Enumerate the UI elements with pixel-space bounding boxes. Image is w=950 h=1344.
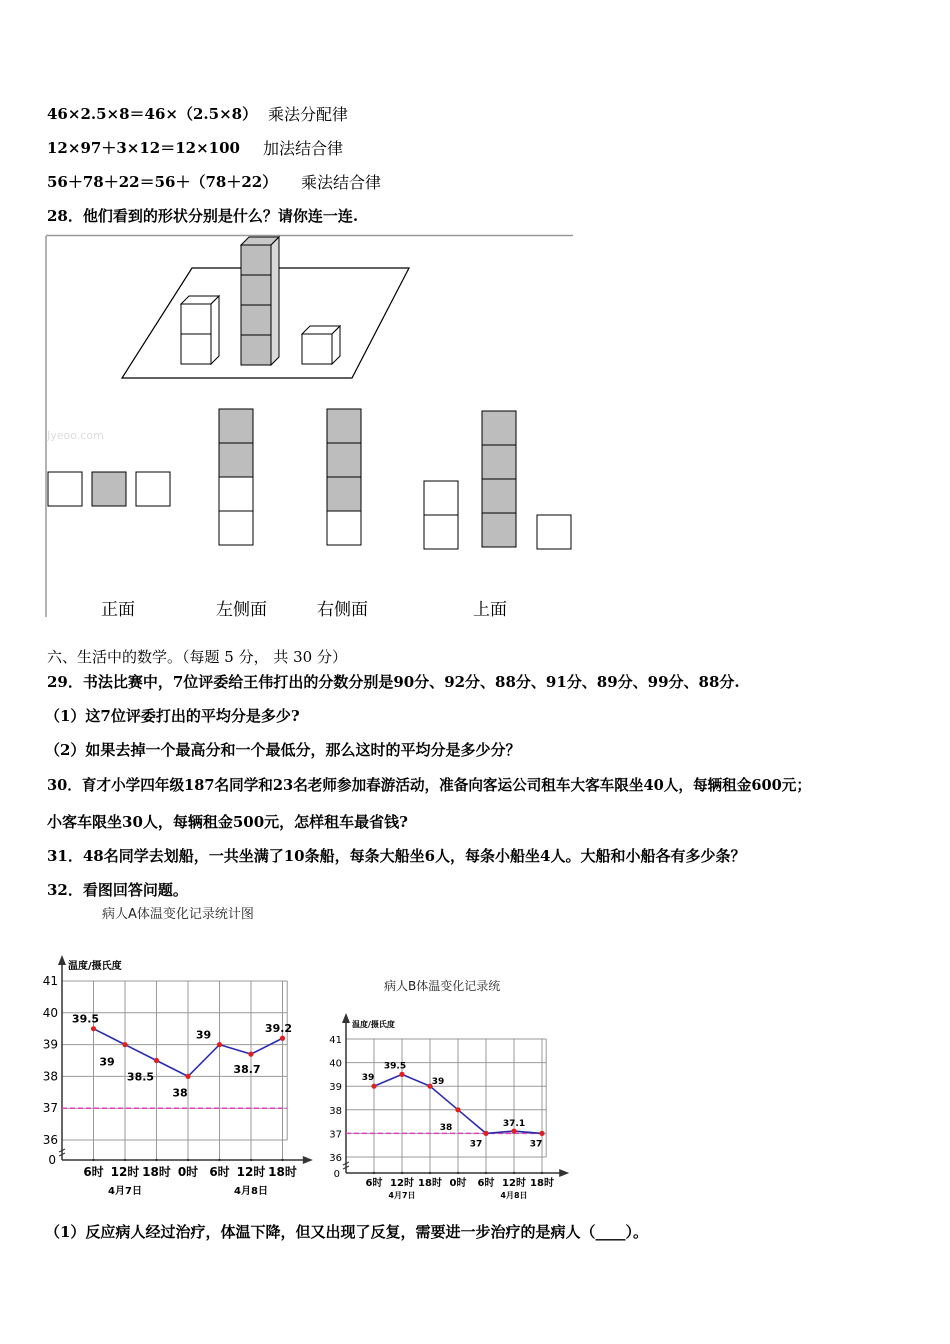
view-shape-2 [219,409,253,545]
q30-line2: 小客车限坐30人，每辆租金500元，怎样租车最省钱? [47,813,408,831]
x-tick [281,1159,283,1161]
q28-figure [45,234,585,624]
x-tick [218,1159,220,1161]
chart-patient-a [30,900,330,1200]
x-tick [187,1159,189,1161]
y-tick-label: 0 [48,1153,56,1167]
date-label: 4月8日 [234,1186,268,1197]
q31-text: 31．48名同学去划船，一共坐满了10条船，每条大船坐6人，每条小船坐4人。大船和小船各有多少条？ [47,847,746,865]
data-point [371,1084,376,1089]
y-tick-label: 40 [42,1005,58,1020]
x-tick [541,1172,543,1174]
q32-sub1: （1）反应病人经过治疗，体温下降，但又出现了反复，需要进一步治疗的是病人（____）。 [45,1223,648,1241]
x-tick [401,1172,403,1174]
data-label: 37 [529,1139,543,1150]
data-point [280,1036,285,1041]
view-shape-1 [48,472,170,506]
cube-single-right [302,326,340,364]
data-point [539,1131,544,1136]
data-label: 39 [361,1073,375,1084]
y-tick-label: 37 [329,1129,342,1141]
label-top: 上面 [473,600,507,620]
chart-title: 病人B体温变化记录统 [384,979,501,993]
y-tick-label: 39 [42,1037,58,1052]
data-label: 37.1 [502,1119,526,1130]
x-tick-label: 12时 [110,1165,140,1179]
y-tick-label: 41 [329,1035,342,1046]
view-shape-4 [424,411,571,549]
y-tick-label: 41 [42,974,58,988]
data-label: 39 [195,1028,212,1042]
x-tick [124,1159,126,1161]
q29-sub2: （2）如果去掉一个最高分和一个最低分，那么这时的平均分是多少分？ [45,741,521,759]
x-tick [429,1172,431,1174]
x-tick-label: 6时 [477,1178,495,1189]
y-tick-label: 38 [42,1069,58,1084]
date-label: 4月7日 [388,1191,416,1200]
q29-text: 29．书法比赛中，7位评委给王伟打出的分数分别是90分、92分、88分、91分、89分、99分、88分. [47,673,740,691]
x-tick-label: 0时 [177,1165,199,1179]
law-name-2: 加法结合律 [263,139,344,158]
data-label: 39 [431,1077,445,1088]
law-name-3: 乘法结合律 [301,173,382,192]
x-tick [373,1172,375,1174]
x-axis-arrow [559,1169,569,1177]
x-tick-label: 12时 [236,1165,266,1179]
y-axis-arrow [342,1013,350,1023]
y-tick-label: 39 [329,1082,342,1094]
label-left-side: 左侧面 [216,600,267,620]
q30-line1: 30．育才小学四年级187名同学和23名老师参加春游活动，准备向客运公司租车大客车限坐40人，每辆租金600元； [47,777,811,794]
x-tick-label: 6时 [365,1178,383,1189]
y-axis-label: 温度/摄氏度 [352,1020,395,1029]
view-shape-3 [327,409,361,545]
data-point [217,1042,222,1047]
y-tick-label: 36 [42,1133,58,1147]
x-tick [513,1172,515,1174]
law-expr-2: 12×97＋3×12＝12×100 [47,139,240,157]
x-tick [457,1172,459,1174]
data-point [154,1058,159,1063]
y-tick-label: 37 [42,1101,58,1116]
x-axis-arrow [303,1156,313,1164]
chart-title: 病人A体温变化记录统计图 [102,907,254,922]
q32-title: 32．看图回答问题。 [47,881,188,899]
data-point [455,1107,460,1112]
x-tick [155,1159,157,1161]
x-tick-label: 0时 [449,1178,467,1189]
x-tick [92,1159,94,1161]
data-label: 39.2 [264,1022,293,1036]
q28-title: 28．他们看到的形状分别是什么？请你连一连. [47,207,359,225]
data-label: 39.5 [383,1061,407,1072]
date-label: 4月7日 [108,1186,142,1197]
x-tick [485,1172,487,1174]
law-name-1: 乘法分配律 [268,105,349,124]
data-label: 37 [469,1139,483,1150]
x-tick-label: 6时 [209,1165,230,1179]
data-label: 39.5 [71,1012,100,1026]
x-tick [250,1159,252,1161]
law-expr-3: 56＋78＋22＝56＋（78＋22） [47,173,278,191]
y-tick-label: 38 [329,1105,342,1117]
section-6-title: 六、生活中的数学。（每题 5 分， 共 30 分） [47,648,347,666]
data-point [91,1026,96,1031]
data-point [399,1072,404,1077]
data-point [248,1052,253,1057]
cube-stack-tall [241,237,279,365]
date-label: 4月8日 [500,1191,528,1200]
y-tick-label: 40 [329,1058,342,1070]
data-point [483,1131,488,1136]
label-front: 正面 [101,600,135,620]
data-point [511,1128,516,1133]
x-tick-label: 12时 [390,1178,414,1189]
x-tick-label: 18时 [530,1178,554,1189]
x-tick-label: 18时 [268,1165,297,1179]
law-expr-1: 46×2.5×8＝46×（2.5×8） [47,105,258,123]
cube-stack-left [181,296,219,364]
label-right-side: 右侧面 [317,600,368,620]
data-label: 39 [99,1055,115,1069]
y-tick-label: 0 [333,1169,340,1180]
x-tick-label: 6时 [83,1165,104,1179]
x-tick-label: 18时 [418,1178,442,1189]
y-axis-label: 温度/摄氏度 [68,961,122,972]
chart-patient-b [322,970,592,1210]
x-tick-label: 18时 [142,1165,171,1179]
data-point [185,1074,190,1079]
data-label: 38.5 [126,1070,155,1084]
q29-sub1: （1）这7位评委打出的平均分是多少? [45,707,300,725]
data-point [122,1042,127,1047]
data-label: 38.7 [233,1063,261,1077]
watermark: Jyeoo.com [47,429,104,442]
data-label: 38 [439,1122,453,1133]
x-tick-label: 12时 [502,1178,526,1189]
y-axis-arrow [58,955,66,965]
y-tick-label: 36 [329,1153,342,1164]
data-label: 38 [172,1086,188,1100]
